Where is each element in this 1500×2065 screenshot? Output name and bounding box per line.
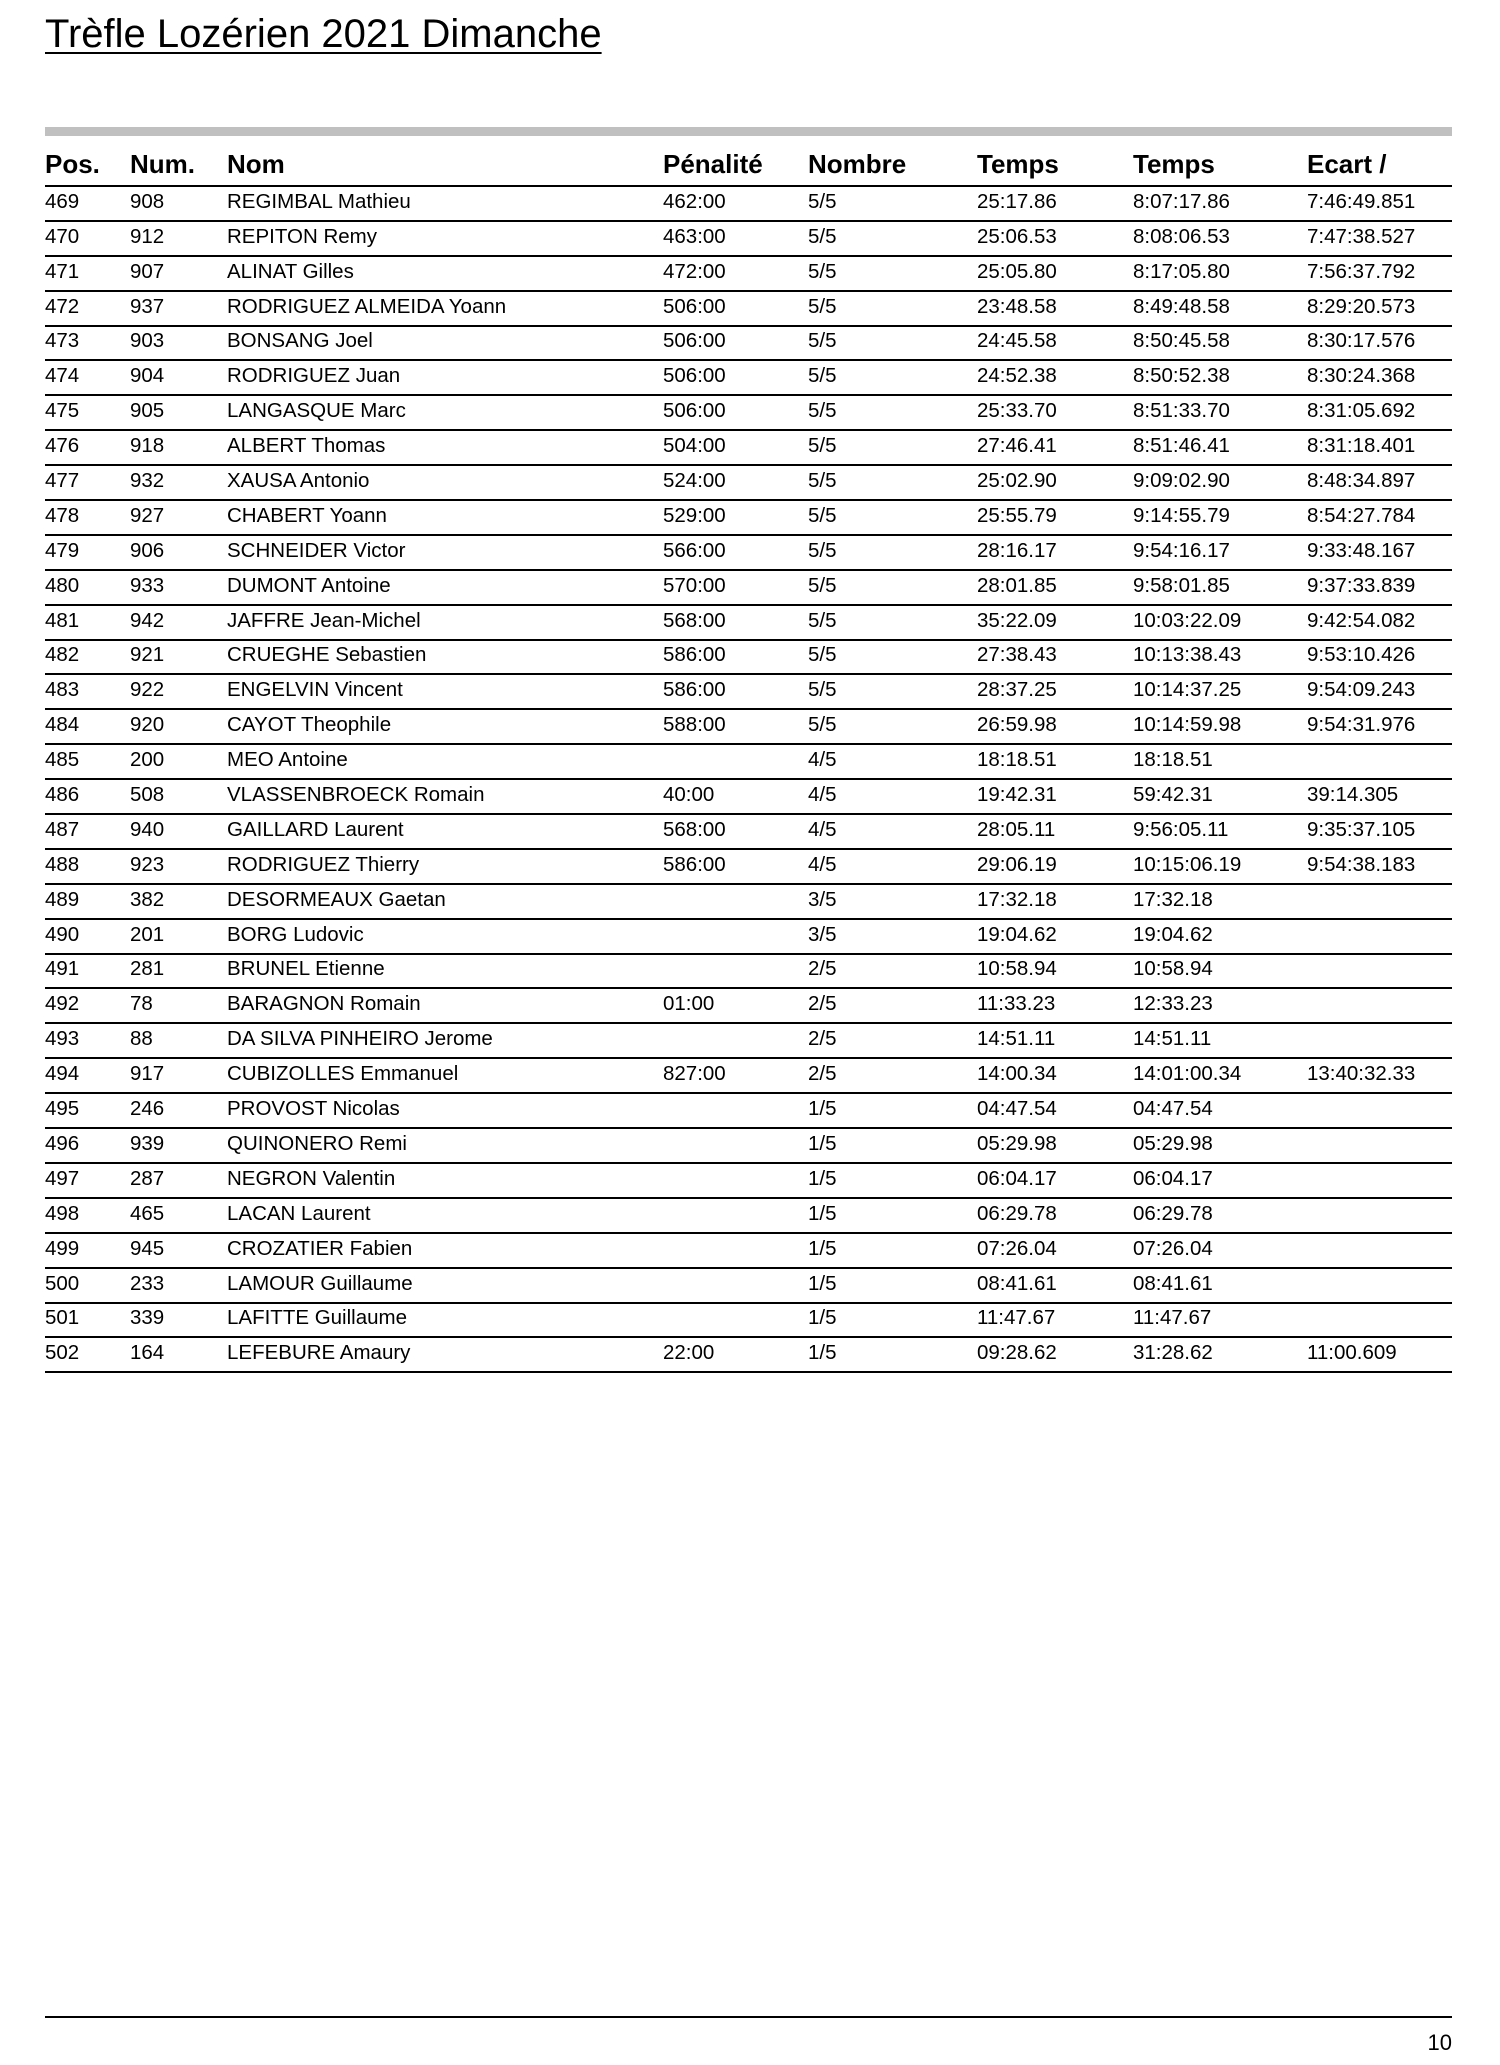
cell-ecart: 8:54:27.784 [1307, 503, 1416, 527]
cell-penalite: 504:00 [663, 434, 726, 458]
table-row [45, 815, 1452, 850]
cell-temps-2: 9:09:02.90 [1133, 469, 1230, 493]
cell-temps-1: 05:29.98 [977, 1131, 1057, 1155]
table-row [45, 955, 1452, 990]
cell-temps-1: 11:47.67 [977, 1306, 1056, 1330]
table-row [45, 222, 1452, 257]
cell-ecart: 9:33:48.167 [1307, 538, 1416, 562]
cell-temps-1: 08:41.61 [977, 1271, 1057, 1295]
cell-nombre: 5/5 [808, 678, 837, 702]
cell-temps-1: 25:33.70 [977, 399, 1057, 423]
header-pos: Pos. [45, 149, 100, 179]
cell-temps-2: 10:14:37.25 [1133, 678, 1242, 702]
table-row [45, 431, 1452, 466]
cell-pos: 502 [45, 1341, 80, 1365]
cell-num: 88 [130, 1027, 153, 1051]
cell-num: 933 [130, 573, 165, 597]
cell-temps-2: 31:28.62 [1133, 1341, 1213, 1365]
header-separator-bar [45, 127, 1452, 136]
cell-temps-1: 06:04.17 [977, 1166, 1057, 1190]
table-header-row [45, 140, 1452, 187]
cell-pos: 487 [45, 817, 80, 841]
cell-temps-2: 8:50:45.58 [1133, 329, 1230, 353]
cell-ecart: 7:56:37.792 [1307, 259, 1416, 283]
cell-pos: 485 [45, 748, 80, 772]
cell-temps-1: 18:18.51 [977, 748, 1057, 772]
cell-nom: RODRIGUEZ Juan [227, 364, 401, 388]
cell-penalite: 570:00 [663, 573, 726, 597]
table-row [45, 745, 1452, 780]
cell-temps-1: 19:04.62 [977, 922, 1057, 946]
cell-num: 287 [130, 1166, 165, 1190]
cell-nom: BRUNEL Etienne [227, 957, 385, 981]
cell-ecart: 8:29:20.573 [1307, 294, 1416, 318]
cell-nom: CROZATIER Fabien [227, 1236, 413, 1260]
cell-ecart: 8:48:34.897 [1307, 469, 1416, 493]
header-num: Num. [130, 149, 195, 179]
table-row [45, 989, 1452, 1024]
cell-pos: 482 [45, 643, 80, 667]
cell-ecart: 9:35:37.105 [1307, 817, 1416, 841]
cell-nom: GAILLARD Laurent [227, 817, 404, 841]
cell-temps-2: 9:54:16.17 [1133, 538, 1230, 562]
cell-num: 200 [130, 748, 165, 772]
cell-penalite: 22:00 [663, 1341, 715, 1365]
cell-temps-1: 28:37.25 [977, 678, 1057, 702]
cell-temps-1: 25:06.53 [977, 224, 1057, 248]
cell-num: 339 [130, 1306, 165, 1330]
cell-nom: BARAGNON Romain [227, 992, 421, 1016]
cell-num: 508 [130, 783, 165, 807]
table-row [45, 257, 1452, 292]
cell-pos: 477 [45, 469, 80, 493]
cell-ecart: 8:30:24.368 [1307, 364, 1416, 388]
cell-pos: 500 [45, 1271, 80, 1295]
document-title: Trèfle Lozérien 2021 Dimanche [45, 12, 602, 56]
cell-num: 937 [130, 294, 165, 318]
cell-nombre: 1/5 [808, 1271, 837, 1295]
cell-temps-2: 10:58.94 [1133, 957, 1213, 981]
cell-nombre: 2/5 [808, 992, 837, 1016]
cell-nombre: 4/5 [808, 817, 837, 841]
cell-num: 939 [130, 1131, 165, 1155]
table-row [45, 1129, 1452, 1164]
cell-penalite: 472:00 [663, 259, 726, 283]
cell-temps-2: 14:51.11 [1133, 1027, 1212, 1051]
cell-num: 927 [130, 503, 165, 527]
cell-temps-2: 9:56:05.11 [1133, 817, 1229, 841]
table-row [45, 780, 1452, 815]
table-row [45, 606, 1452, 641]
cell-ecart: 9:54:31.976 [1307, 713, 1416, 737]
cell-nombre: 5/5 [808, 713, 837, 737]
cell-penalite: 01:00 [663, 992, 715, 1016]
cell-num: 912 [130, 224, 165, 248]
cell-nombre: 5/5 [808, 469, 837, 493]
cell-nombre: 1/5 [808, 1097, 837, 1121]
cell-temps-1: 28:05.11 [977, 817, 1056, 841]
cell-ecart: 9:42:54.082 [1307, 608, 1416, 632]
cell-nombre: 5/5 [808, 294, 837, 318]
cell-pos: 498 [45, 1201, 80, 1225]
cell-num: 904 [130, 364, 165, 388]
cell-penalite: 506:00 [663, 329, 726, 353]
cell-num: 233 [130, 1271, 165, 1295]
cell-temps-1: 17:32.18 [977, 887, 1057, 911]
cell-nom: QUINONERO Remi [227, 1131, 407, 1155]
cell-temps-1: 25:17.86 [977, 189, 1057, 213]
cell-temps-1: 04:47.54 [977, 1097, 1057, 1121]
cell-num: 907 [130, 259, 165, 283]
cell-num: 918 [130, 434, 165, 458]
results-table [45, 140, 1452, 1373]
cell-num: 382 [130, 887, 165, 911]
cell-temps-1: 19:42.31 [977, 783, 1057, 807]
cell-temps-1: 10:58.94 [977, 957, 1057, 981]
cell-penalite: 40:00 [663, 783, 715, 807]
cell-ecart: 8:31:05.692 [1307, 399, 1416, 423]
cell-nombre: 5/5 [808, 399, 837, 423]
cell-nombre: 5/5 [808, 434, 837, 458]
cell-nombre: 4/5 [808, 783, 837, 807]
cell-nom: VLASSENBROECK Romain [227, 783, 485, 807]
cell-temps-2: 19:04.62 [1133, 922, 1213, 946]
cell-nom: REGIMBAL Mathieu [227, 189, 411, 213]
header-temps-1: Temps [977, 149, 1059, 179]
cell-num: 201 [130, 922, 165, 946]
cell-pos: 480 [45, 573, 80, 597]
cell-nom: JAFFRE Jean-Michel [227, 608, 421, 632]
cell-num: 923 [130, 852, 165, 876]
table-row [45, 396, 1452, 431]
cell-pos: 492 [45, 992, 80, 1016]
cell-penalite: 506:00 [663, 294, 726, 318]
cell-nom: LACAN Laurent [227, 1201, 371, 1225]
cell-ecart: 9:54:38.183 [1307, 852, 1416, 876]
cell-num: 942 [130, 608, 165, 632]
cell-penalite: 568:00 [663, 817, 726, 841]
cell-temps-1: 09:28.62 [977, 1341, 1057, 1365]
cell-nombre: 1/5 [808, 1306, 837, 1330]
cell-pos: 476 [45, 434, 80, 458]
cell-nombre: 3/5 [808, 922, 837, 946]
header-nom: Nom [227, 149, 285, 179]
cell-ecart: 9:53:10.426 [1307, 643, 1416, 667]
cell-temps-2: 12:33.23 [1133, 992, 1213, 1016]
cell-temps-1: 24:52.38 [977, 364, 1057, 388]
cell-temps-2: 9:58:01.85 [1133, 573, 1230, 597]
table-row [45, 1338, 1452, 1373]
cell-nombre: 5/5 [808, 538, 837, 562]
cell-temps-1: 29:06.19 [977, 852, 1057, 876]
table-row [45, 1304, 1452, 1339]
cell-pos: 488 [45, 852, 80, 876]
cell-num: 945 [130, 1236, 165, 1260]
cell-penalite: 529:00 [663, 503, 726, 527]
cell-num: 246 [130, 1097, 165, 1121]
cell-ecart: 13:40:32.33 [1307, 1062, 1416, 1086]
cell-ecart: 7:46:49.851 [1307, 189, 1416, 213]
cell-nom: XAUSA Antonio [227, 469, 370, 493]
cell-temps-2: 59:42.31 [1133, 783, 1213, 807]
cell-nom: CHABERT Yoann [227, 503, 387, 527]
cell-nom: DUMONT Antoine [227, 573, 391, 597]
table-row [45, 501, 1452, 536]
cell-ecart: 8:30:17.576 [1307, 329, 1416, 353]
cell-pos: 501 [45, 1306, 80, 1330]
cell-nom: SCHNEIDER Victor [227, 538, 406, 562]
cell-num: 465 [130, 1201, 165, 1225]
cell-nombre: 1/5 [808, 1166, 837, 1190]
cell-temps-1: 26:59.98 [977, 713, 1057, 737]
cell-nombre: 5/5 [808, 329, 837, 353]
table-body [45, 187, 1452, 1373]
cell-ecart: 11:00.609 [1307, 1341, 1397, 1365]
table-row [45, 885, 1452, 920]
cell-ecart: 9:54:09.243 [1307, 678, 1416, 702]
cell-nom: NEGRON Valentin [227, 1166, 396, 1190]
cell-num: 922 [130, 678, 165, 702]
cell-num: 906 [130, 538, 165, 562]
cell-temps-1: 27:46.41 [977, 434, 1057, 458]
table-row [45, 327, 1452, 362]
cell-num: 940 [130, 817, 165, 841]
cell-temps-1: 14:00.34 [977, 1062, 1057, 1086]
cell-penalite: 588:00 [663, 713, 726, 737]
cell-penalite: 566:00 [663, 538, 726, 562]
cell-num: 908 [130, 189, 165, 213]
table-row [45, 187, 1452, 222]
cell-temps-1: 06:29.78 [977, 1201, 1057, 1225]
cell-nombre: 2/5 [808, 1062, 837, 1086]
cell-nom: RODRIGUEZ ALMEIDA Yoann [227, 294, 507, 318]
table-row [45, 920, 1452, 955]
cell-temps-2: 8:51:46.41 [1133, 434, 1230, 458]
table-row [45, 466, 1452, 501]
cell-ecart: 39:14.305 [1307, 783, 1399, 807]
cell-temps-2: 11:47.67 [1133, 1306, 1212, 1330]
cell-nom: RODRIGUEZ Thierry [227, 852, 420, 876]
cell-pos: 483 [45, 678, 80, 702]
cell-num: 932 [130, 469, 165, 493]
cell-penalite: 463:00 [663, 224, 726, 248]
cell-num: 920 [130, 713, 165, 737]
table-row [45, 1164, 1452, 1199]
table-row [45, 1269, 1452, 1304]
header-temps-2: Temps [1133, 149, 1215, 179]
cell-nombre: 5/5 [808, 364, 837, 388]
cell-nom: LEFEBURE Amaury [227, 1341, 411, 1365]
cell-nom: MEO Antoine [227, 748, 348, 772]
cell-temps-2: 8:07:17.86 [1133, 189, 1230, 213]
cell-pos: 479 [45, 538, 80, 562]
cell-nombre: 1/5 [808, 1201, 837, 1225]
cell-nombre: 2/5 [808, 1027, 837, 1051]
cell-penalite: 506:00 [663, 399, 726, 423]
cell-nombre: 1/5 [808, 1341, 837, 1365]
cell-pos: 491 [45, 957, 80, 981]
cell-num: 905 [130, 399, 165, 423]
cell-nom: ENGELVIN Vincent [227, 678, 403, 702]
cell-pos: 478 [45, 503, 80, 527]
page-number: 10 [1427, 2030, 1452, 2055]
cell-num: 903 [130, 329, 165, 353]
cell-penalite: 524:00 [663, 469, 726, 493]
cell-nombre: 2/5 [808, 957, 837, 981]
table-row [45, 1094, 1452, 1129]
cell-pos: 486 [45, 783, 80, 807]
cell-pos: 473 [45, 329, 80, 353]
cell-pos: 469 [45, 189, 80, 213]
cell-temps-2: 07:26.04 [1133, 1236, 1213, 1260]
cell-nom: CAYOT Theophile [227, 713, 392, 737]
cell-temps-2: 8:17:05.80 [1133, 259, 1230, 283]
cell-nom: BORG Ludovic [227, 922, 364, 946]
table-row [45, 850, 1452, 885]
cell-temps-2: 8:51:33.70 [1133, 399, 1230, 423]
cell-nom: LAMOUR Guillaume [227, 1271, 413, 1295]
cell-pos: 484 [45, 713, 80, 737]
cell-pos: 472 [45, 294, 80, 318]
cell-temps-2: 08:41.61 [1133, 1271, 1213, 1295]
cell-nom: DESORMEAUX Gaetan [227, 887, 446, 911]
cell-penalite: 462:00 [663, 189, 726, 213]
cell-num: 281 [130, 957, 165, 981]
table-row [45, 1234, 1452, 1269]
cell-temps-2: 04:47.54 [1133, 1097, 1213, 1121]
cell-pos: 481 [45, 608, 80, 632]
cell-temps-1: 24:45.58 [977, 329, 1057, 353]
cell-pos: 471 [45, 259, 80, 283]
cell-pos: 494 [45, 1062, 80, 1086]
cell-pos: 489 [45, 887, 80, 911]
cell-nom: CRUEGHE Sebastien [227, 643, 427, 667]
cell-temps-2: 10:03:22.09 [1133, 608, 1242, 632]
cell-nombre: 5/5 [808, 608, 837, 632]
cell-ecart: 8:31:18.401 [1307, 434, 1416, 458]
cell-temps-1: 07:26.04 [977, 1236, 1057, 1260]
cell-temps-2: 10:15:06.19 [1133, 852, 1242, 876]
table-row [45, 571, 1452, 606]
cell-pos: 474 [45, 364, 80, 388]
cell-temps-1: 25:02.90 [977, 469, 1057, 493]
cell-nom: REPITON Remy [227, 224, 377, 248]
cell-penalite: 568:00 [663, 608, 726, 632]
cell-nombre: 1/5 [808, 1131, 837, 1155]
cell-temps-1: 23:48.58 [977, 294, 1057, 318]
cell-temps-1: 35:22.09 [977, 608, 1057, 632]
cell-pos: 499 [45, 1236, 80, 1260]
cell-penalite: 827:00 [663, 1062, 726, 1086]
cell-nom: ALBERT Thomas [227, 434, 386, 458]
cell-penalite: 586:00 [663, 852, 726, 876]
cell-temps-2: 8:50:52.38 [1133, 364, 1230, 388]
cell-pos: 495 [45, 1097, 80, 1121]
cell-temps-1: 25:05.80 [977, 259, 1057, 283]
cell-nombre: 5/5 [808, 503, 837, 527]
table-row [45, 536, 1452, 571]
cell-num: 921 [130, 643, 165, 667]
cell-nom: LANGASQUE Marc [227, 399, 406, 423]
cell-temps-2: 06:29.78 [1133, 1201, 1213, 1225]
cell-temps-2: 17:32.18 [1133, 887, 1213, 911]
cell-ecart: 7:47:38.527 [1307, 224, 1416, 248]
cell-temps-2: 9:14:55.79 [1133, 503, 1230, 527]
table-row [45, 1024, 1452, 1059]
header-nombre: Nombre [808, 149, 907, 179]
cell-temps-2: 05:29.98 [1133, 1131, 1213, 1155]
cell-temps-1: 28:01.85 [977, 573, 1057, 597]
cell-nom: ALINAT Gilles [227, 259, 354, 283]
table-row [45, 361, 1452, 396]
cell-num: 164 [130, 1341, 165, 1365]
cell-ecart: 9:37:33.839 [1307, 573, 1416, 597]
table-row [45, 710, 1452, 745]
cell-temps-2: 14:01:00.34 [1133, 1062, 1242, 1086]
cell-num: 78 [130, 992, 153, 1016]
cell-nombre: 4/5 [808, 852, 837, 876]
cell-nom: LAFITTE Guillaume [227, 1306, 407, 1330]
cell-nombre: 5/5 [808, 643, 837, 667]
cell-temps-1: 27:38.43 [977, 643, 1057, 667]
table-row [45, 675, 1452, 710]
cell-nombre: 5/5 [808, 259, 837, 283]
cell-temps-2: 8:08:06.53 [1133, 224, 1230, 248]
cell-penalite: 586:00 [663, 678, 726, 702]
cell-pos: 475 [45, 399, 80, 423]
cell-temps-2: 10:14:59.98 [1133, 713, 1242, 737]
cell-nombre: 4/5 [808, 748, 837, 772]
cell-nombre: 3/5 [808, 887, 837, 911]
cell-temps-2: 18:18.51 [1133, 748, 1213, 772]
cell-penalite: 506:00 [663, 364, 726, 388]
footer-separator [45, 2016, 1452, 2018]
cell-pos: 497 [45, 1166, 80, 1190]
cell-nombre: 5/5 [808, 573, 837, 597]
cell-nom: CUBIZOLLES Emmanuel [227, 1062, 459, 1086]
cell-nombre: 1/5 [808, 1236, 837, 1260]
cell-temps-2: 10:13:38.43 [1133, 643, 1242, 667]
cell-nom: DA SILVA PINHEIRO Jerome [227, 1027, 493, 1051]
cell-pos: 493 [45, 1027, 80, 1051]
table-row [45, 641, 1452, 676]
cell-temps-2: 06:04.17 [1133, 1166, 1213, 1190]
cell-nombre: 5/5 [808, 224, 837, 248]
cell-nom: PROVOST Nicolas [227, 1097, 400, 1121]
table-row [45, 292, 1452, 327]
cell-temps-2: 8:49:48.58 [1133, 294, 1230, 318]
cell-nombre: 5/5 [808, 189, 837, 213]
cell-temps-1: 11:33.23 [977, 992, 1056, 1016]
cell-temps-1: 28:16.17 [977, 538, 1057, 562]
table-row [45, 1199, 1452, 1234]
cell-pos: 496 [45, 1131, 80, 1155]
header-ecart: Ecart / [1307, 149, 1387, 179]
cell-nom: BONSANG Joel [227, 329, 373, 353]
cell-temps-1: 14:51.11 [977, 1027, 1056, 1051]
table-row [45, 1059, 1452, 1094]
cell-penalite: 586:00 [663, 643, 726, 667]
cell-pos: 490 [45, 922, 80, 946]
header-penalite: Pénalité [663, 149, 763, 179]
cell-pos: 470 [45, 224, 80, 248]
cell-num: 917 [130, 1062, 165, 1086]
cell-temps-1: 25:55.79 [977, 503, 1057, 527]
